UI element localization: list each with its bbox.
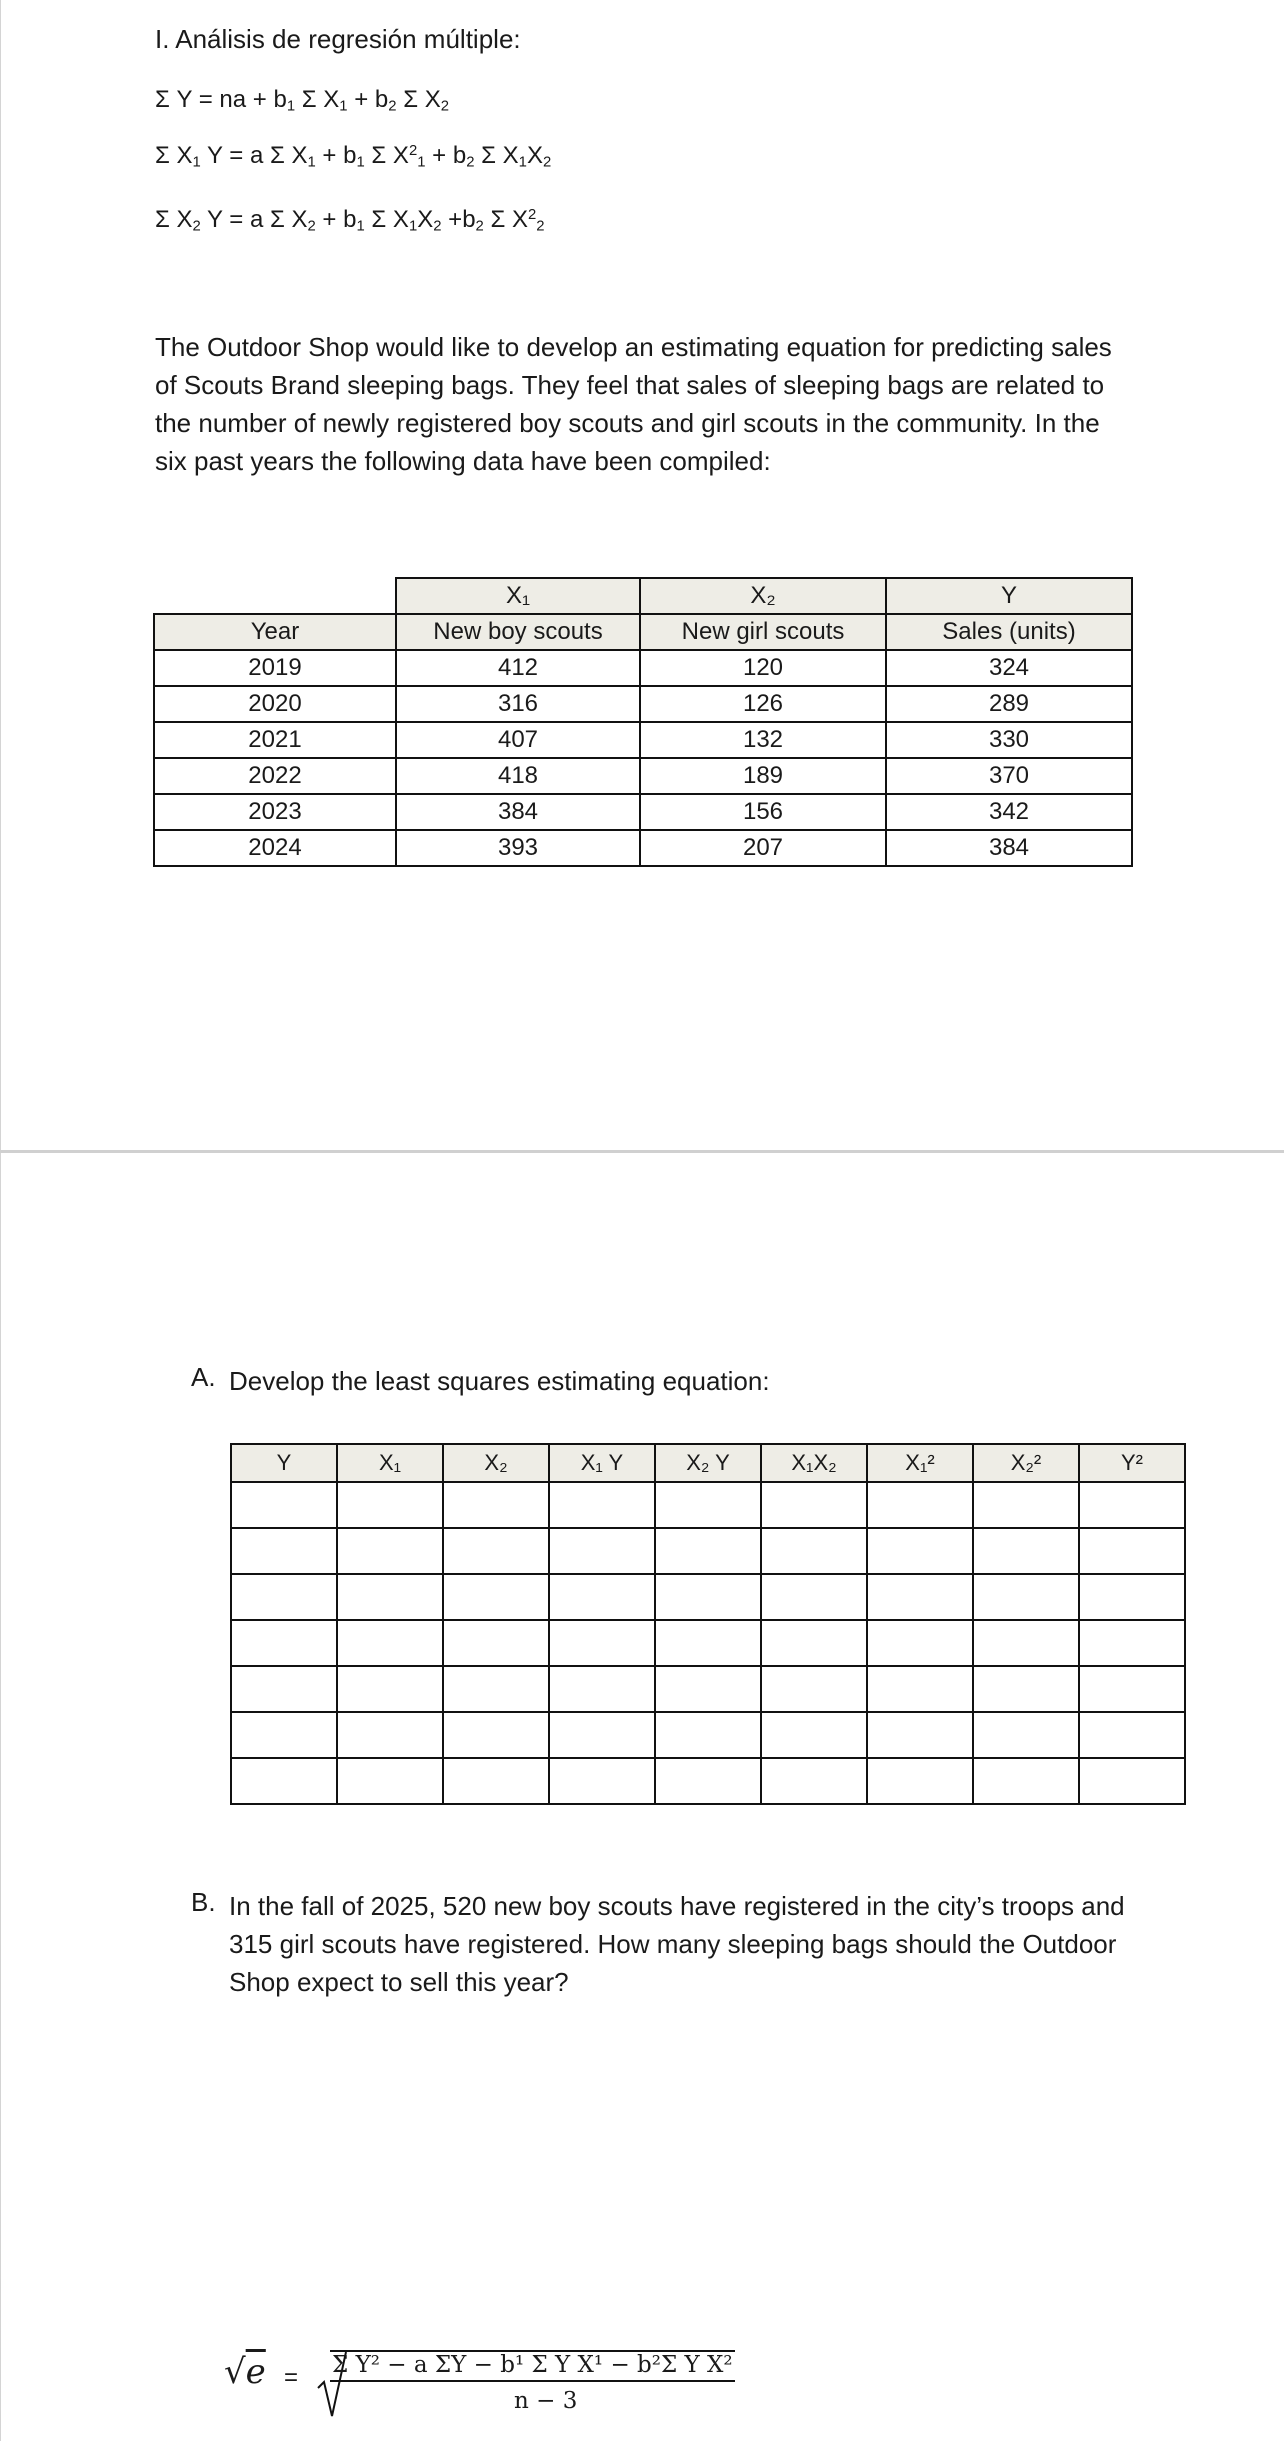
work-cell[interactable] [867,1620,973,1666]
work-col-x1: X₁ [337,1444,443,1482]
table-row [154,722,1132,758]
cell-boy-scouts: 316 [396,686,640,722]
formula-lhs [224,2352,266,2392]
sqrt-symbol: √ [224,2352,246,2392]
cell-sales: 324 [886,650,1132,686]
work-cell[interactable] [231,1528,337,1574]
work-cell[interactable] [1079,1758,1185,1804]
formula-denominator: n − 3 [514,2388,578,2414]
work-cell[interactable] [973,1758,1079,1804]
cell-sales: 330 [886,722,1132,758]
table-row [154,758,1132,794]
variable-row [154,578,1132,614]
work-cell[interactable] [973,1666,1079,1712]
col-girl-scouts: New girl scouts [640,614,886,650]
col-sales: Sales (units) [886,614,1132,650]
work-cell[interactable] [231,1712,337,1758]
work-cell[interactable] [231,1758,337,1804]
question-a-text: Develop the least squares estimating equation: [229,1366,770,1396]
question-b-label: B. [191,1887,216,1917]
work-cell[interactable] [973,1482,1079,1528]
work-cell[interactable] [231,1620,337,1666]
work-cell[interactable] [761,1712,867,1758]
work-col-x1sq: X₁² [867,1444,973,1482]
work-row [231,1712,1185,1758]
work-cell[interactable] [549,1758,655,1804]
work-cell[interactable] [443,1758,549,1804]
work-cell[interactable] [867,1666,973,1712]
cell-year: 2020 [154,686,396,722]
work-cell[interactable] [549,1620,655,1666]
work-cell[interactable] [231,1482,337,1528]
work-row [231,1574,1185,1620]
cell-year: 2021 [154,722,396,758]
work-cell[interactable] [973,1574,1079,1620]
cell-boy-scouts: 418 [396,758,640,794]
work-cell[interactable] [655,1712,761,1758]
work-row [231,1620,1185,1666]
work-cell[interactable] [761,1482,867,1528]
cell-sales: 370 [886,758,1132,794]
cell-girl-scouts: 189 [640,758,886,794]
work-table [230,1443,1186,1805]
work-cell[interactable] [337,1574,443,1620]
cell-year: 2024 [154,830,396,866]
normal-equation-2: Σ $X_1$ Y = a Σ $X_1 + b_1$ Σ $X^2_1 + b_2$ Σ $X_1X_2$ [155,142,552,171]
work-cell[interactable] [867,1712,973,1758]
cell-girl-scouts: 132 [640,722,886,758]
work-col-x1y: X₁ Y [549,1444,655,1482]
work-cell[interactable] [1079,1666,1185,1712]
work-cell[interactable] [973,1712,1079,1758]
work-cell[interactable] [867,1482,973,1528]
work-cell[interactable] [337,1758,443,1804]
formula-equals: = [284,2364,299,2391]
normal-equation-3: Σ $X_2$ Y = a Σ $X_2 + b_1$ Σ $X_1X_2 +b_2$ Σ $X^2_2$ [155,206,545,235]
work-cell[interactable] [761,1620,867,1666]
work-cell[interactable] [443,1528,549,1574]
work-cell[interactable] [1079,1712,1185,1758]
question-b-text: In the fall of 2025, 520 new boy scouts have registered in the city’s troops and 315 girl scouts have registered. How many sleeping bags should the Outdoor Shop expect to sell this year? [229,1891,1125,1997]
formula-numerator: Σ Y² − a ΣY − b¹ Σ Y X¹ − b²Σ Y X² [330,2350,735,2382]
col-year: Year [154,614,396,650]
work-cell[interactable] [549,1574,655,1620]
work-cell[interactable] [549,1666,655,1712]
problem-text: The Outdoor Shop would like to develop an estimating equation for predicting sales of Scouts Brand sleeping bags. They feel that sales of sleeping bags are related to the number of newly registered boy scouts and girl scouts in the community. In the six past years the following data have been compiled: [155,332,1112,476]
work-cell[interactable] [655,1666,761,1712]
work-cell[interactable] [1079,1528,1185,1574]
work-col-y: Y [231,1444,337,1482]
cell-boy-scouts: 384 [396,794,640,830]
work-cell[interactable] [973,1528,1079,1574]
cell-year: 2023 [154,794,396,830]
cell-boy-scouts: 412 [396,650,640,686]
cell-year: 2022 [154,758,396,794]
header-row [154,614,1132,650]
cell-girl-scouts: 207 [640,830,886,866]
cell-girl-scouts: 156 [640,794,886,830]
work-cell[interactable] [549,1712,655,1758]
work-cell[interactable] [549,1528,655,1574]
work-cell[interactable] [337,1666,443,1712]
cell-girl-scouts: 120 [640,650,886,686]
work-col-ysq: Y² [1079,1444,1185,1482]
work-col-x2sq: X₂² [973,1444,1079,1482]
work-cell[interactable] [1079,1574,1185,1620]
work-cell[interactable] [655,1482,761,1528]
cell-boy-scouts: 393 [396,830,640,866]
work-cell[interactable] [761,1574,867,1620]
work-row [231,1528,1185,1574]
work-cell[interactable] [231,1666,337,1712]
var-y: Y [886,578,1132,614]
formula-lhs-var: e [245,2352,266,2392]
work-cell[interactable] [231,1574,337,1620]
work-cell[interactable] [549,1482,655,1528]
work-cell[interactable] [867,1574,973,1620]
var-x1: X₁ [396,578,640,614]
normal-equation-1: Σ Y = na + $b_1$ Σ $X_1 + b_2$ Σ $X_2$ [155,86,450,115]
work-cell[interactable] [443,1482,549,1528]
work-header-row [231,1444,1185,1482]
work-cell[interactable] [443,1574,549,1620]
cell-sales: 289 [886,686,1132,722]
work-cell[interactable] [337,1528,443,1574]
work-row [231,1758,1185,1804]
work-cell[interactable] [655,1758,761,1804]
work-cell[interactable] [761,1528,867,1574]
var-x2: X₂ [640,578,886,614]
work-col-x1x2: X₁X₂ [761,1444,867,1482]
data-table [153,577,1133,867]
work-cell[interactable] [337,1712,443,1758]
work-cell[interactable] [655,1574,761,1620]
cell-sales: 342 [886,794,1132,830]
standard-error-formula [224,2338,784,2418]
table-row [154,794,1132,830]
work-cell[interactable] [337,1620,443,1666]
work-cell[interactable] [655,1620,761,1666]
work-cell[interactable] [443,1666,549,1712]
table-row [154,686,1132,722]
work-row [231,1666,1185,1712]
work-cell[interactable] [1079,1482,1185,1528]
work-cell[interactable] [443,1712,549,1758]
work-cell[interactable] [761,1666,867,1712]
work-row [231,1482,1185,1528]
page-1 [0,0,1284,1150]
work-col-x2: X₂ [443,1444,549,1482]
cell-girl-scouts: 126 [640,686,886,722]
table-row [154,830,1132,866]
cell-sales: 384 [886,830,1132,866]
work-col-x2y: X₂ Y [655,1444,761,1482]
table-row [154,650,1132,686]
work-cell[interactable] [867,1758,973,1804]
section-title: I. Análisis de regresión múltiple: [155,24,521,54]
cell-boy-scouts: 407 [396,722,640,758]
question-a-label: A. [191,1362,216,1392]
work-cell[interactable] [1079,1620,1185,1666]
work-cell[interactable] [655,1528,761,1574]
cell-year: 2019 [154,650,396,686]
work-cell[interactable] [443,1620,549,1666]
work-cell[interactable] [867,1528,973,1574]
col-boy-scouts: New boy scouts [396,614,640,650]
work-cell[interactable] [337,1482,443,1528]
work-cell[interactable] [973,1620,1079,1666]
work-cell[interactable] [761,1758,867,1804]
